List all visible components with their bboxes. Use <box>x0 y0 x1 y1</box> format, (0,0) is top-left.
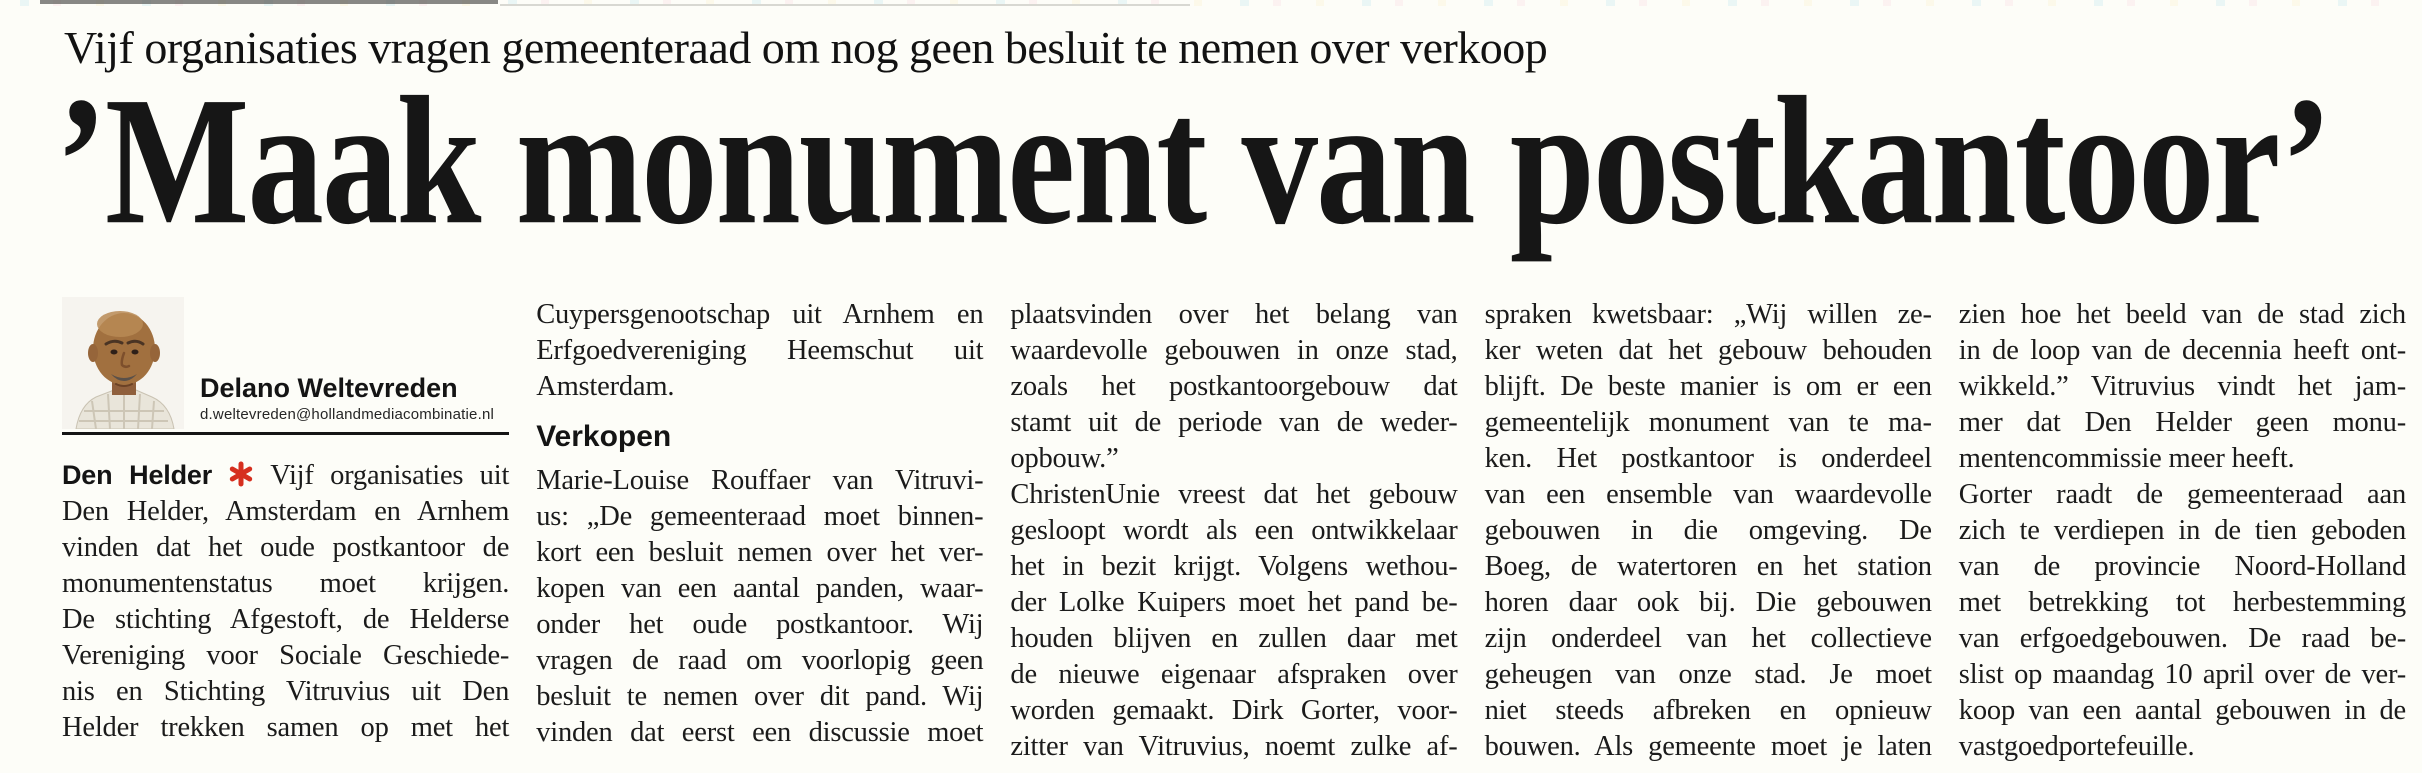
text-line: zijn onderdeel van het collectieve <box>1484 623 1932 654</box>
main-headline <box>56 60 2406 270</box>
column-1 <box>62 297 509 767</box>
text-line: ChristenUnie vreest dat het gebouw <box>1010 479 1458 510</box>
text-line: van een ensemble van waardevolle <box>1484 479 1932 510</box>
text-line: Boeg, de watertoren en het station <box>1484 551 1932 582</box>
text-line: gemeentelijk monument van te ma- <box>1484 407 1932 438</box>
red-asterisk-icon <box>228 461 254 487</box>
text-line: Helder trekken samen op met het <box>62 712 510 743</box>
text-line: wikkeld.” Vitruvius vindt het jam- <box>1958 371 2406 402</box>
text-line: waardevolle gebouwen in onze stad, <box>1010 335 1458 366</box>
text-line: met betrekking tot herbestemming <box>1958 587 2406 618</box>
text-line: Cuypersgenootschap uit Arnhem en <box>536 299 984 330</box>
author-meta <box>200 373 494 429</box>
text-line: van de provincie Noord-Holland <box>1958 551 2406 582</box>
column-4-lines <box>1485 297 1932 765</box>
kicker-headline: Vijf organisaties vragen gemeenteraad om nog geen besluit te nemen over verkoop <box>64 22 1548 73</box>
article-columns <box>62 297 2406 767</box>
column-2 <box>536 297 983 767</box>
text-line: vinden dat het oude postkantoor de <box>62 532 510 563</box>
author-email: d.weltevreden@hollandmediacombinatie.nl <box>200 406 495 423</box>
text-line: zich te verdiepen in de tien geboden <box>1958 515 2406 546</box>
text-line: vastgoedportefeuille. <box>1958 731 2195 762</box>
text-line: geheugen van onze stad. Je moet <box>1484 659 1932 690</box>
text-line: horen daar ook bij. Die gebouwen <box>1484 587 1932 618</box>
column-3 <box>1010 297 1457 767</box>
text-line: spraken kwetsbaar: „Wij willen ze- <box>1484 299 1932 330</box>
text-line: zien hoe het beeld van de stad zich <box>1958 299 2406 330</box>
subhead-verkopen: Verkopen <box>536 420 672 453</box>
text-line: blijft. De beste manier is om er een <box>1484 371 1932 402</box>
cropped-print-remnant-bar <box>40 0 498 4</box>
byline-divider-rule <box>62 432 509 435</box>
dateline: Den Helder <box>62 460 213 490</box>
text-line: us: „De gemeenteraad moet binnen- <box>536 501 984 532</box>
column-4 <box>1485 297 1932 767</box>
text-line: Gorter raadt de gemeenteraad aan <box>1958 479 2406 510</box>
text-line: koop van een aantal gebouwen in de <box>1958 695 2406 726</box>
text-line: Vereniging voor Sociale Geschiede- <box>62 640 510 671</box>
text-line: mer dat Den Helder geen monu- <box>1958 407 2406 438</box>
text-line: Erfgoedvereniging Heemschut uit <box>536 335 984 366</box>
cropped-print-remnant-rule <box>500 4 1190 6</box>
text-line: gesloopt wordt als een ontwikkelaar <box>1010 515 1458 546</box>
author-portrait-photo <box>62 297 184 429</box>
text-line: Amsterdam. <box>536 371 675 402</box>
lead-line <box>62 457 509 494</box>
text-line: vinden dat eerst een discussie moet <box>536 717 984 748</box>
text-line: in de loop van de decennia heeft ont- <box>1958 335 2406 366</box>
text-line: plaatsvinden over het belang van <box>1010 299 1458 330</box>
text-line: nis en Stichting Vitruvius uit Den <box>62 676 510 707</box>
text-line: De stichting Afgestoft, de Helderse <box>62 604 510 635</box>
text-line: vragen de raad om voorlopig geen <box>536 645 984 676</box>
text-line: van erfgoedgebouwen. De raad be- <box>1958 623 2406 654</box>
text-line: kopen van een aantal panden, waar- <box>536 573 984 604</box>
text-line: besluit te nemen over dit pand. Wij <box>536 681 984 712</box>
text-line: bouwen. Als gemeente moet je laten <box>1484 731 1932 762</box>
text-line: worden gemaakt. Dirk Gorter, voor- <box>1010 695 1458 726</box>
text-line: opbouw.” <box>1010 443 1119 474</box>
column-5-lines <box>1959 297 2406 765</box>
column-2-paragraph-2 <box>536 463 983 751</box>
main-headline-text: ’Maak monument van postkantoor’ <box>56 60 2331 264</box>
text-line: stamt uit de periode van de weder- <box>1010 407 1458 438</box>
text-line: gebouwen in die omgeving. De <box>1484 515 1932 546</box>
column-1-lines <box>62 494 509 746</box>
column-3-lines <box>1010 297 1457 765</box>
text-line: monumentenstatus moet krijgen. <box>62 568 510 599</box>
column-2-paragraph-1 <box>536 297 983 405</box>
column-5 <box>1959 297 2406 767</box>
text-line: Marie-Louise Rouffaer van Vitruvi- <box>536 465 984 496</box>
lead-rest-text: Vijf organisaties uit <box>270 460 510 491</box>
text-line: kort een besluit nemen over het ver- <box>536 537 984 568</box>
text-line: de nieuwe eigenaar afspraken over <box>1010 659 1458 690</box>
text-line: Den Helder, Amsterdam en Arnhem <box>62 496 510 527</box>
text-line: mentencommissie meer heeft. <box>1958 443 2295 474</box>
text-line: der Lolke Kuipers moet het pand be- <box>1010 587 1458 618</box>
text-line: ker weten dat het gebouw behouden <box>1484 335 1932 366</box>
text-line: ken. Het postkantoor is onderdeel <box>1484 443 1932 474</box>
text-line: houden blijven en zullen daar met <box>1010 623 1458 654</box>
text-line: het in bezit krijgt. Volgens wethou- <box>1010 551 1458 582</box>
text-line: slist op maandag 10 april over de ver- <box>1958 659 2406 690</box>
author-byline-block <box>62 297 509 435</box>
text-line: zitter van Vitruvius, noemt zulke af- <box>1010 731 1458 762</box>
text-line: onder het oude postkantoor. Wij <box>536 609 984 640</box>
text-line: niet steeds afbreken en opnieuw <box>1484 695 1932 726</box>
author-row <box>62 297 509 429</box>
text-line: zoals het postkantoorgebouw dat <box>1010 371 1458 402</box>
author-name: Delano Weltevreden <box>200 372 458 403</box>
